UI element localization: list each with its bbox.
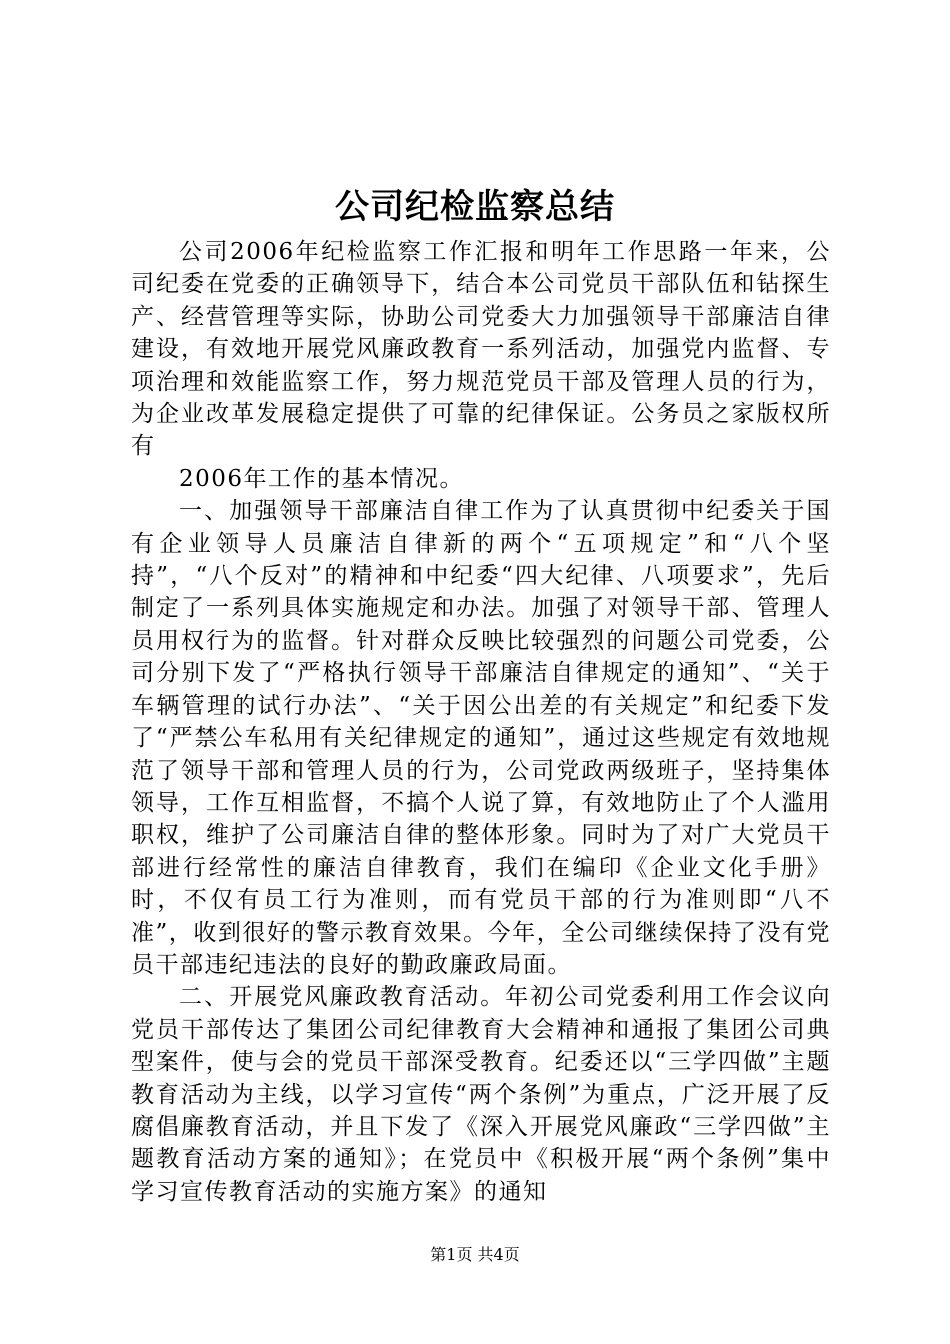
document-title: 公司纪检监察总结	[335, 187, 615, 227]
paragraph-basic-situation: 2006年工作的基本情况。	[179, 465, 465, 492]
paragraph-section-one: 一、加强领导干部廉洁自律工作为了认真贯彻中纪委关于国有企业领导人员廉洁自律新的两个“五项规定”和“八个坚持”，“八个反对”的精神和中纪委“四大纪律、八项要求”，先后制定了一系列具体实施规定和办法。加强了对领导干部、管理人员用权行为的监督。针对群众反映比较强烈的问题公司党委，公司分别下发了“严格执行领导干部廉洁自律规定的通知”、“关于车辆管理的试行办法”、“关于因公出差的有关规定”和纪委下发了“严禁公车私用有关纪律规定的通知”，通过这些规定有效地规范了领导干部和管理人员的行为，公司党政两级班子，坚持集体领导，工作互相监督，不搞个人说了算，有效地防止了个人滥用职权，维护了公司廉洁自律的整体形象。同时为了对广大党员干部进行经常性的廉洁自律教育，我们在编印《企业文化手册》时，不仅有员工行为准则，而有党员干部的行为准则即“八不准”，收到很好的警示教育效果。今年，全公司继续保持了没有党员干部违纪违法的良好的勤政廉政局面。	[131, 498, 831, 978]
paragraph-intro: 公司2006年纪检监察工作汇报和明年工作思路一年来，公司纪委在党委的正确领导下，结合本公司党员干部队伍和钻探生产、经营管理等实际，协助公司党委大力加强领导干部廉洁自律建设，有效地开展党风廉政教育一系列活动，加强党内监督、专项治理和效能监察工作，努力规范党员干部及管理人员的行为，为企业改革发展稳定提供了可靠的纪律保证。公务员之家版权所有	[131, 239, 831, 460]
page-number-footer: 第1页 共4页	[430, 1245, 520, 1264]
paragraph-section-two: 二、开展党风廉政教育活动。年初公司党委利用工作会议向党员干部传达了集团公司纪律教育大会精神和通报了集团公司典型案件，使与会的党员干部深受教育。纪委还以“三学四做”主题教育活动为主线，以学习宣传“两个条例”为重点，广泛开展了反腐倡廉教育活动，并且下发了《深入开展党风廉政“三学四做”主题教育活动方案的通知》；在党员中《积极开展“两个条例”集中学习宣传教育活动的实施方案》的通知	[131, 984, 831, 1205]
document-body	[131, 236, 831, 1208]
